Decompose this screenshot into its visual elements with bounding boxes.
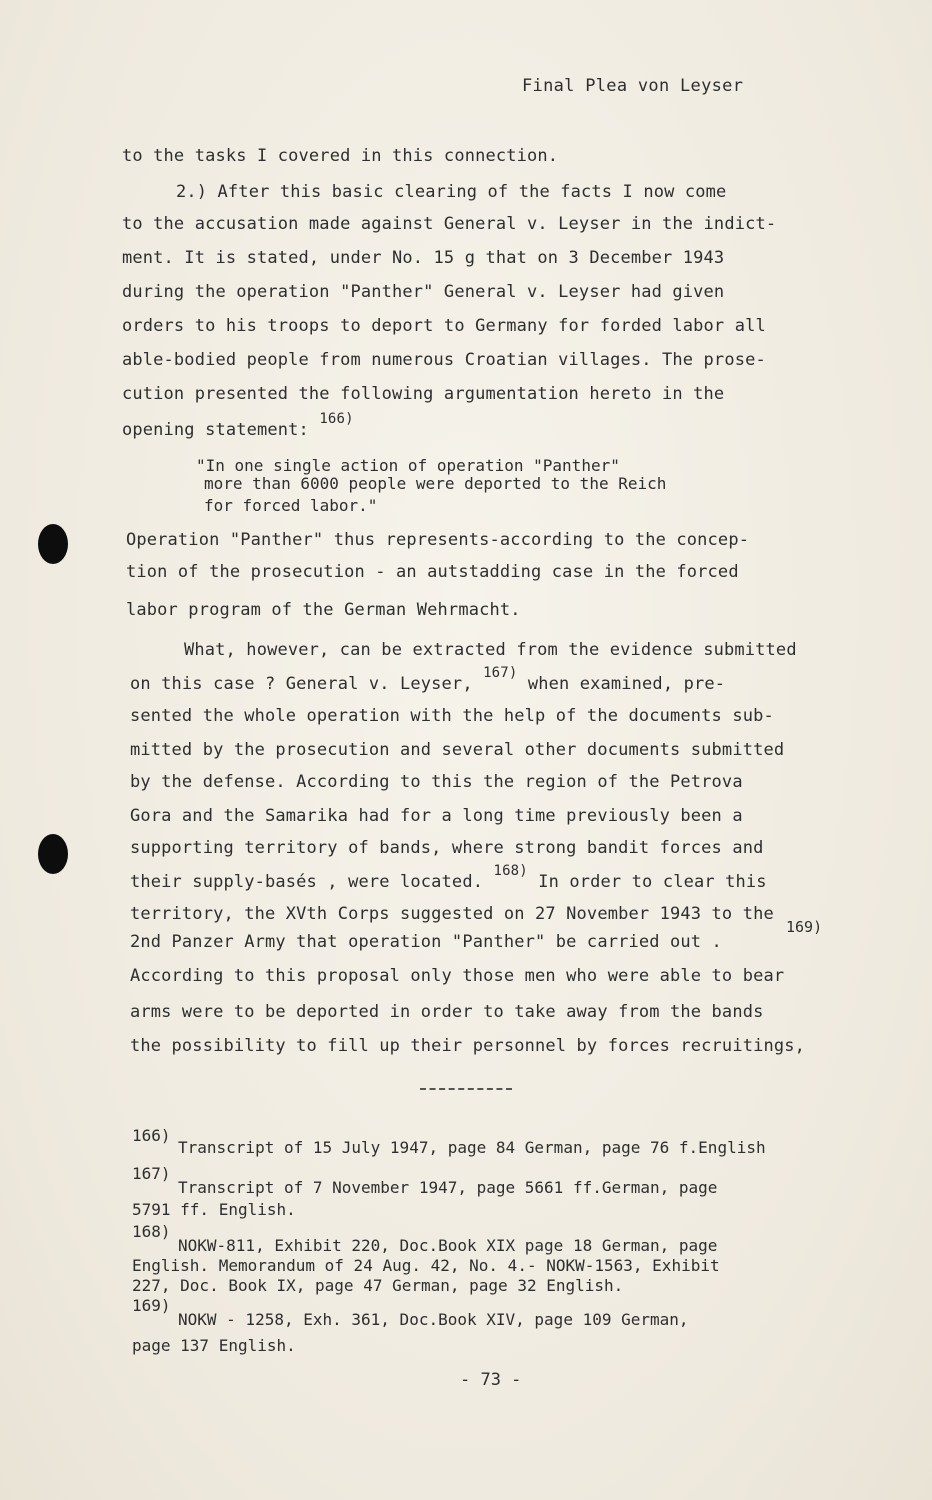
footnote-text: NOKW-811, Exhibit 220, Doc.Book XIX page 18 German, page: [178, 1236, 718, 1255]
footnote-divider: [420, 1088, 512, 1090]
page-number: - 73 -: [460, 1370, 522, 1390]
body-line: [130, 863, 767, 892]
body-line: orders to his troops to deport to Germany for forded labor all: [122, 316, 766, 336]
body-line: sented the whole operation with the help of the documents sub-: [130, 706, 774, 726]
body-line: ment. It is stated, under No. 15 g that on 3 December 1943: [122, 248, 725, 268]
footnote-ref-167: 167): [483, 665, 518, 681]
body-line-text: when examined, pre-: [527, 674, 726, 694]
footnote-text: page 137 English.: [132, 1336, 296, 1355]
footnote-text: 5791 ff. English.: [132, 1200, 296, 1219]
body-line: mitted by the prosecution and several other documents submitted: [130, 740, 785, 760]
body-line: [122, 411, 354, 440]
body-line-text: opening statement:: [122, 420, 309, 440]
body-line: arms were to be deported in order to take away from the bands: [130, 1002, 764, 1022]
body-line: to the tasks I covered in this connection.: [122, 146, 559, 166]
quote-line: for forced labor.": [204, 496, 378, 515]
punch-hole: [38, 834, 68, 874]
quote-line: more than 6000 people were deported to the Reich: [204, 474, 667, 493]
body-line: Gora and the Samarika had for a long time previously been a: [130, 806, 743, 826]
footnote-ref-166: 166): [319, 411, 354, 427]
body-line-text: their supply-basés , were located.: [130, 872, 484, 892]
footnote-ref-168: 168): [493, 863, 528, 879]
body-line: labor program of the German Wehrmacht.: [126, 600, 521, 620]
footnote-number: 167): [132, 1164, 171, 1183]
footnote-text: 227, Doc. Book IX, page 47 German, page 32 English.: [132, 1276, 624, 1295]
page-header: Final Plea von Leyser: [522, 76, 744, 96]
footnote-text: English. Memorandum of 24 Aug. 42, No. 4.- NOKW-1563, Exhibit: [132, 1256, 720, 1275]
punch-hole: [38, 524, 68, 564]
body-line: Operation "Panther" thus represents-according to the concep-: [126, 530, 750, 550]
body-line: supporting territory of bands, where strong bandit forces and: [130, 838, 764, 858]
footnote-number: 166): [132, 1126, 171, 1145]
quote-line: "In one single action of operation "Panther": [196, 456, 620, 475]
body-line: What, however, can be extracted from the evidence submitted: [184, 640, 797, 660]
body-line: cution presented the following argumentation hereto in the: [122, 384, 725, 404]
body-line: tion of the prosecution - an autstadding case in the forced: [126, 562, 739, 582]
body-line: [130, 665, 726, 694]
body-line-text: In order to clear this: [538, 872, 767, 892]
footnote-text: NOKW - 1258, Exh. 361, Doc.Book XIV, page 109 German,: [178, 1310, 689, 1329]
body-line: 2nd Panzer Army that operation "Panther" be carried out .: [130, 932, 722, 952]
footnote-ref-169: 169): [786, 918, 823, 936]
footnote-text: Transcript of 15 July 1947, page 84 German, page 76 f.English: [178, 1138, 766, 1157]
body-line: to the accusation made against General v. Leyser in the indict-: [122, 214, 777, 234]
body-line: able-bodied people from numerous Croatian villages. The prose-: [122, 350, 766, 370]
footnote-number: 169): [132, 1296, 171, 1315]
body-line: during the operation "Panther" General v. Leyser had given: [122, 282, 725, 302]
footnote-text: Transcript of 7 November 1947, page 5661 ff.German, page: [178, 1178, 718, 1197]
body-line: the possibility to fill up their personnel by forces recruitings,: [130, 1036, 806, 1056]
body-line: by the defense. According to this the region of the Petrova: [130, 772, 743, 792]
body-line-text: on this case ? General v. Leyser,: [130, 674, 473, 694]
body-line: According to this proposal only those men who were able to bear: [130, 966, 785, 986]
body-line: territory, the XVth Corps suggested on 27 November 1943 to the: [130, 904, 774, 924]
body-line: 2.) After this basic clearing of the facts I now come: [176, 182, 727, 202]
footnote-number: 168): [132, 1222, 171, 1241]
